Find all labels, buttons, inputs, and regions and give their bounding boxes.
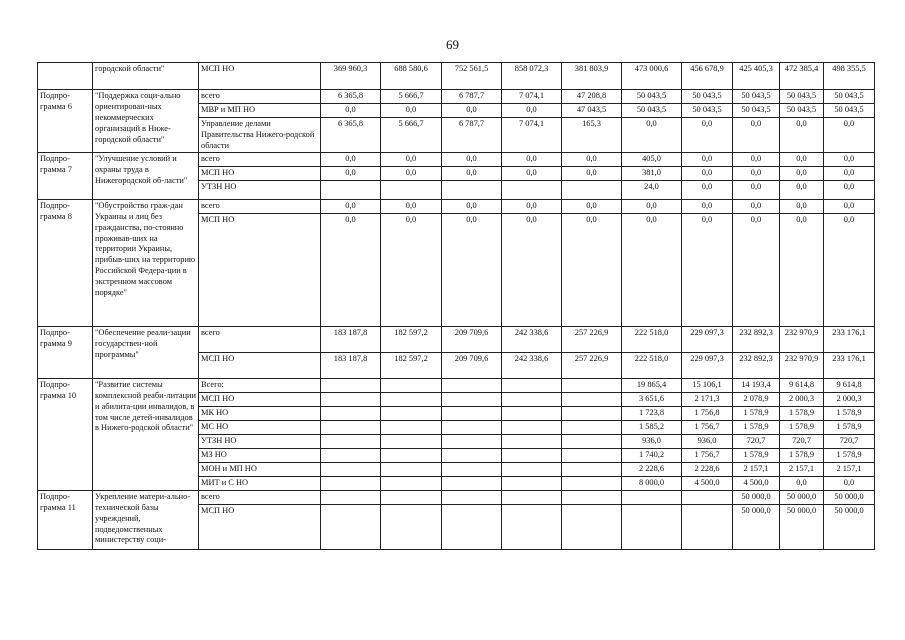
value-cell <box>321 490 381 504</box>
value-cell <box>321 378 381 392</box>
value-cell <box>442 392 502 406</box>
value-cell: 229 097,3 <box>682 326 733 352</box>
value-cell: 15 106,1 <box>682 378 733 392</box>
value-cell: 1 578,9 <box>733 448 780 462</box>
value-cell <box>381 476 442 490</box>
value-cell: 720,7 <box>733 434 780 448</box>
value-cell: 0,0 <box>780 152 824 166</box>
value-cell: 0,0 <box>381 104 442 118</box>
table-row <box>38 326 875 352</box>
program-name-cell: Укрепление матери-ально-технической базы учреждений, подведомственных министерству соци- <box>93 490 199 549</box>
value-cell: 1 578,9 <box>824 406 875 420</box>
value-cell: 0,0 <box>502 152 562 166</box>
value-cell: 369 960,3 <box>321 63 381 90</box>
value-cell <box>442 378 502 392</box>
value-cell <box>381 504 442 549</box>
value-cell: 209 709,6 <box>442 352 502 378</box>
value-cell: 0,0 <box>733 199 780 213</box>
value-cell: 24,0 <box>622 180 682 199</box>
value-cell: 50 043,5 <box>622 90 682 104</box>
value-cell: 0,0 <box>381 213 442 326</box>
value-cell: 0,0 <box>622 118 682 153</box>
value-cell <box>442 448 502 462</box>
value-cell: 47 208,8 <box>562 90 622 104</box>
value-cell: 0,0 <box>442 213 502 326</box>
value-cell: 1 578,9 <box>780 406 824 420</box>
value-cell: 0,0 <box>381 199 442 213</box>
value-cell: 182 597,2 <box>381 352 442 378</box>
program-cell: Подпро-грамма 11 <box>38 490 93 549</box>
value-cell <box>502 476 562 490</box>
value-cell: 5 666,7 <box>381 90 442 104</box>
value-cell: 0,0 <box>824 166 875 180</box>
value-cell <box>381 378 442 392</box>
value-cell: 720,7 <box>780 434 824 448</box>
table-row <box>38 63 875 90</box>
program-name-cell: "Обеспечение реали-зации государствен-ной программы" <box>93 326 199 378</box>
value-cell: 2 157,1 <box>824 462 875 476</box>
value-cell <box>502 406 562 420</box>
value-cell <box>381 420 442 434</box>
value-cell: 50 000,0 <box>824 504 875 549</box>
executor-cell: Всего: <box>199 378 321 392</box>
value-cell: 1 585,2 <box>622 420 682 434</box>
value-cell <box>622 504 682 549</box>
executor-cell: МЗ НО <box>199 448 321 462</box>
value-cell: 0,0 <box>502 213 562 326</box>
value-cell: 1 756,8 <box>682 406 733 420</box>
value-cell <box>321 180 381 199</box>
table-row <box>38 378 875 392</box>
value-cell <box>502 180 562 199</box>
value-cell: 1 578,9 <box>733 406 780 420</box>
value-cell: 0,0 <box>622 199 682 213</box>
value-cell: 257 226,9 <box>562 326 622 352</box>
value-cell: 233 176,1 <box>824 352 875 378</box>
value-cell: 381 803,9 <box>562 63 622 90</box>
value-cell: 498 355,5 <box>824 63 875 90</box>
value-cell: 0,0 <box>682 199 733 213</box>
value-cell: 0,0 <box>562 213 622 326</box>
value-cell <box>502 420 562 434</box>
value-cell: 720,7 <box>824 434 875 448</box>
value-cell: 19 865,4 <box>622 378 682 392</box>
value-cell: 232 970,9 <box>780 326 824 352</box>
value-cell: 0,0 <box>682 213 733 326</box>
value-cell <box>442 490 502 504</box>
value-cell <box>381 434 442 448</box>
value-cell: 50 043,5 <box>622 104 682 118</box>
value-cell: 232 970,9 <box>780 352 824 378</box>
value-cell <box>321 406 381 420</box>
value-cell <box>502 448 562 462</box>
program-cell: Подпро-грамма 10 <box>38 378 93 490</box>
value-cell: 242 338,6 <box>502 352 562 378</box>
value-cell: 0,0 <box>381 152 442 166</box>
value-cell: 381,0 <box>622 166 682 180</box>
value-cell: 0,0 <box>824 180 875 199</box>
value-cell <box>442 180 502 199</box>
value-cell: 1 578,9 <box>780 420 824 434</box>
page-number: 69 <box>446 37 459 52</box>
value-cell: 472 385,4 <box>780 63 824 90</box>
value-cell <box>381 448 442 462</box>
executor-cell: всего <box>199 152 321 166</box>
executor-cell: МСП НО <box>199 166 321 180</box>
value-cell: 183 187,8 <box>321 352 381 378</box>
value-cell: 0,0 <box>733 213 780 326</box>
value-cell: 2 157,1 <box>780 462 824 476</box>
value-cell: 0,0 <box>562 166 622 180</box>
value-cell: 47 043,5 <box>562 104 622 118</box>
value-cell: 752 561,5 <box>442 63 502 90</box>
value-cell <box>321 462 381 476</box>
value-cell <box>502 378 562 392</box>
value-cell: 232 892,3 <box>733 352 780 378</box>
value-cell: 0,0 <box>780 199 824 213</box>
executor-cell: УТЗН НО <box>199 180 321 199</box>
value-cell: 1 756,7 <box>682 448 733 462</box>
value-cell: 222 518,0 <box>622 326 682 352</box>
value-cell: 3 651,6 <box>622 392 682 406</box>
value-cell <box>321 420 381 434</box>
value-cell: 6 365,8 <box>321 118 381 153</box>
executor-cell: МВР и МП НО <box>199 104 321 118</box>
value-cell: 50 043,5 <box>682 90 733 104</box>
value-cell: 50 043,5 <box>780 90 824 104</box>
value-cell <box>562 490 622 504</box>
value-cell: 0,0 <box>321 166 381 180</box>
value-cell: 1 740,2 <box>622 448 682 462</box>
value-cell: 183 187,8 <box>321 326 381 352</box>
value-cell <box>562 392 622 406</box>
value-cell: 5 666,7 <box>381 118 442 153</box>
value-cell: 8 000,0 <box>622 476 682 490</box>
program-cell: Подпро-грамма 7 <box>38 152 93 199</box>
value-cell <box>321 504 381 549</box>
value-cell: 232 892,3 <box>733 326 780 352</box>
executor-cell: МСП НО <box>199 213 321 326</box>
executor-cell: МСП НО <box>199 504 321 549</box>
executor-cell: МС НО <box>199 420 321 434</box>
value-cell <box>682 504 733 549</box>
value-cell <box>502 462 562 476</box>
value-cell <box>442 406 502 420</box>
value-cell: 2 000,3 <box>780 392 824 406</box>
value-cell: 14 193,4 <box>733 378 780 392</box>
value-cell <box>442 476 502 490</box>
program-cell: Подпро-грамма 9 <box>38 326 93 378</box>
value-cell: 0,0 <box>824 213 875 326</box>
value-cell: 50 000,0 <box>733 504 780 549</box>
value-cell: 0,0 <box>824 152 875 166</box>
table-row <box>38 152 875 166</box>
value-cell <box>682 490 733 504</box>
value-cell: 6 365,8 <box>321 90 381 104</box>
program-name-cell: "Обустройство граж-дан Украины и лиц без гражданства, по-стоянно проживав-ших на территории Украины, прибыв-ших на территорию Российской Федера-ции в экстренном массовом порядке" <box>93 199 199 326</box>
value-cell <box>381 180 442 199</box>
executor-cell: МИТ и С НО <box>199 476 321 490</box>
value-cell: 242 338,6 <box>502 326 562 352</box>
value-cell <box>321 434 381 448</box>
value-cell: 2 000,3 <box>824 392 875 406</box>
value-cell: 0,0 <box>321 199 381 213</box>
value-cell: 0,0 <box>682 152 733 166</box>
value-cell <box>442 434 502 448</box>
value-cell: 0,0 <box>780 213 824 326</box>
value-cell <box>502 490 562 504</box>
executor-cell: МСП НО <box>199 352 321 378</box>
value-cell: 4 500,0 <box>733 476 780 490</box>
budget-table <box>37 62 875 550</box>
program-name-cell: "Развитие системы комплексной реаби-литации и абилита-ции инвалидов, в том числе детей-инвалидов в Нижего-родской области" <box>93 378 199 490</box>
table-row <box>38 490 875 504</box>
value-cell: 4 500,0 <box>682 476 733 490</box>
value-cell: 0,0 <box>824 476 875 490</box>
value-cell: 229 097,3 <box>682 352 733 378</box>
value-cell <box>562 378 622 392</box>
value-cell: 165,3 <box>562 118 622 153</box>
value-cell: 2 171,3 <box>682 392 733 406</box>
program-cell: Подпро-грамма 8 <box>38 199 93 326</box>
value-cell: 0,0 <box>562 199 622 213</box>
value-cell <box>442 462 502 476</box>
value-cell: 1 578,9 <box>824 448 875 462</box>
value-cell: 50 000,0 <box>733 490 780 504</box>
value-cell: 0,0 <box>780 166 824 180</box>
value-cell <box>381 490 442 504</box>
value-cell: 1 578,9 <box>824 420 875 434</box>
value-cell: 0,0 <box>321 104 381 118</box>
value-cell: 0,0 <box>442 152 502 166</box>
value-cell: 456 678,9 <box>682 63 733 90</box>
value-cell: 0,0 <box>682 166 733 180</box>
value-cell <box>622 490 682 504</box>
executor-cell: всего <box>199 490 321 504</box>
value-cell <box>562 462 622 476</box>
program-name-cell: "Поддержка соци-ально ориентирован-ных некоммерческих организаций в Ниже-городской области" <box>93 90 199 153</box>
value-cell: 0,0 <box>682 118 733 153</box>
value-cell <box>502 392 562 406</box>
program-name-cell: "Улучшение условий и охраны труда в Нижегородской об-ласти" <box>93 152 199 199</box>
value-cell <box>562 448 622 462</box>
table-row <box>38 199 875 213</box>
value-cell: 0,0 <box>502 104 562 118</box>
value-cell: 936,0 <box>622 434 682 448</box>
value-cell <box>562 420 622 434</box>
program-name-cell: городской области" <box>93 63 199 90</box>
value-cell: 6 787,7 <box>442 118 502 153</box>
executor-cell: всего <box>199 90 321 104</box>
value-cell: 0,0 <box>733 166 780 180</box>
value-cell <box>321 476 381 490</box>
program-cell <box>38 63 93 90</box>
value-cell: 688 580,6 <box>381 63 442 90</box>
value-cell <box>381 406 442 420</box>
value-cell: 1 578,9 <box>733 420 780 434</box>
executor-cell: МСП НО <box>199 63 321 90</box>
value-cell <box>442 504 502 549</box>
value-cell: 0,0 <box>780 476 824 490</box>
value-cell: 405,0 <box>622 152 682 166</box>
value-cell: 858 072,3 <box>502 63 562 90</box>
value-cell: 50 000,0 <box>824 490 875 504</box>
value-cell <box>502 504 562 549</box>
value-cell: 50 043,5 <box>733 90 780 104</box>
value-cell <box>442 420 502 434</box>
value-cell: 936,0 <box>682 434 733 448</box>
value-cell: 1 578,9 <box>780 448 824 462</box>
value-cell: 0,0 <box>502 166 562 180</box>
value-cell: 50 043,5 <box>682 104 733 118</box>
value-cell <box>562 504 622 549</box>
value-cell <box>562 476 622 490</box>
value-cell: 50 000,0 <box>780 490 824 504</box>
value-cell: 7 074,1 <box>502 118 562 153</box>
executor-cell: всего <box>199 199 321 213</box>
value-cell <box>381 392 442 406</box>
value-cell: 9 614,8 <box>780 378 824 392</box>
value-cell: 50 000,0 <box>780 504 824 549</box>
value-cell: 0,0 <box>780 180 824 199</box>
value-cell: 0,0 <box>682 180 733 199</box>
value-cell: 0,0 <box>780 118 824 153</box>
executor-cell: Управление делами Правительства Нижего-родской области <box>199 118 321 153</box>
value-cell: 473 000,6 <box>622 63 682 90</box>
value-cell <box>562 180 622 199</box>
value-cell <box>381 462 442 476</box>
value-cell: 1 756,7 <box>682 420 733 434</box>
value-cell: 50 043,5 <box>733 104 780 118</box>
value-cell: 0,0 <box>824 199 875 213</box>
value-cell <box>562 406 622 420</box>
executor-cell: МК НО <box>199 406 321 420</box>
value-cell: 0,0 <box>442 104 502 118</box>
value-cell: 1 723,8 <box>622 406 682 420</box>
value-cell: 50 043,5 <box>780 104 824 118</box>
program-cell: Подпро-грамма 6 <box>38 90 93 153</box>
value-cell: 182 597,2 <box>381 326 442 352</box>
executor-cell: МОН и МП НО <box>199 462 321 476</box>
value-cell: 7 074,1 <box>502 90 562 104</box>
value-cell <box>502 434 562 448</box>
value-cell: 209 709,6 <box>442 326 502 352</box>
value-cell <box>562 434 622 448</box>
table-body <box>38 63 875 550</box>
executor-cell: всего <box>199 326 321 352</box>
value-cell: 0,0 <box>442 166 502 180</box>
value-cell: 9 614,8 <box>824 378 875 392</box>
value-cell: 0,0 <box>321 152 381 166</box>
value-cell: 2 157,1 <box>733 462 780 476</box>
value-cell: 0,0 <box>622 213 682 326</box>
value-cell: 222 518,0 <box>622 352 682 378</box>
value-cell <box>321 392 381 406</box>
value-cell: 425 405,3 <box>733 63 780 90</box>
value-cell: 0,0 <box>562 152 622 166</box>
executor-cell: УТЗН НО <box>199 434 321 448</box>
value-cell: 0,0 <box>733 152 780 166</box>
value-cell <box>321 448 381 462</box>
table-row <box>38 90 875 104</box>
value-cell: 0,0 <box>502 199 562 213</box>
value-cell: 0,0 <box>733 180 780 199</box>
value-cell: 50 043,5 <box>824 104 875 118</box>
value-cell: 2 078,9 <box>733 392 780 406</box>
executor-cell: МСП НО <box>199 392 321 406</box>
value-cell: 0,0 <box>321 213 381 326</box>
value-cell: 257 226,9 <box>562 352 622 378</box>
value-cell: 2 228,6 <box>622 462 682 476</box>
value-cell: 0,0 <box>381 166 442 180</box>
value-cell: 2 228,6 <box>682 462 733 476</box>
value-cell: 0,0 <box>824 118 875 153</box>
value-cell: 233 176,1 <box>824 326 875 352</box>
value-cell: 0,0 <box>442 199 502 213</box>
value-cell: 50 043,5 <box>824 90 875 104</box>
value-cell: 0,0 <box>733 118 780 153</box>
value-cell: 6 787,7 <box>442 90 502 104</box>
